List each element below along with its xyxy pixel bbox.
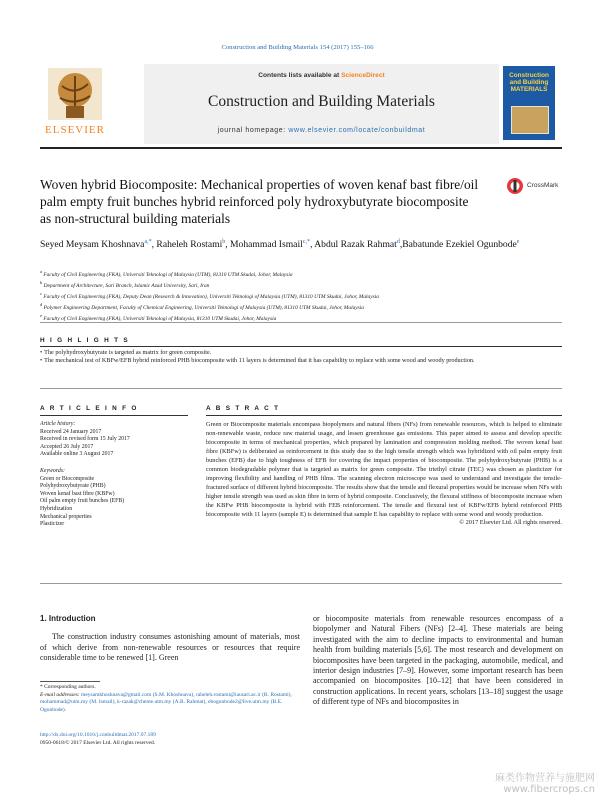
site-watermark: 麻类作物营养与施肥网 www.fibercrops.cn xyxy=(495,773,595,795)
highlights-rule-top xyxy=(40,346,562,347)
keyword-item: Green or Biocomposite xyxy=(40,475,95,482)
affiliation-item xyxy=(40,279,560,290)
keyword-item: Hybridization xyxy=(40,505,73,512)
journal-name: Construction and Building Materials xyxy=(208,93,435,110)
keyword-item: Oil palm empty fruit bunches (EFB) xyxy=(40,498,125,505)
journal-cover xyxy=(503,66,555,140)
affiliation-text: Polymer Engineering Department, Faculty of Chemical Engineering, Universiti Teknologi of Malaysia (UTM), 81310 UTM Skudai, Johor, Malaysia xyxy=(43,305,364,312)
keyword-item: Plasticizer xyxy=(40,521,65,528)
keyword-item: Mechanical properties xyxy=(40,513,92,520)
front-matter-rule xyxy=(40,583,562,584)
history-item: Received in revised form 15 July 2017 xyxy=(40,436,130,443)
homepage-link[interactable]: www.elsevier.com/locate/conbuildmat xyxy=(288,127,426,134)
author-separator: , xyxy=(225,239,231,251)
highlight-item: • The polyhydroxybutyrate is targeted as matrix for green composite. xyxy=(46,349,560,357)
author-affiliation-marker[interactable]: c,* xyxy=(302,239,310,245)
author-name[interactable]: Seyed Meysam Khoshnava xyxy=(40,239,145,251)
crossmark-label: CrossMark xyxy=(527,182,559,189)
intro-column-right xyxy=(313,614,563,708)
affiliation-marker: e xyxy=(40,313,42,319)
intro-paragraph-continued: or biocomposite materials from renewable resources encompass of a biopolymer and Natural Fibers (NFs) [2–4]. These materials are being investigated with the aim to decline impacts to environmental and human health from building materials [5,6]. The most research and development on biocomposites have been targeted in the packaging, automobile, medical, and interior design industries [7–9]. However, some important research has been accompanied on biocomposites [10–12] that have been considered in construction applications. In recent years, scholars [13–18] suggest the usage of different type of NFs and biocomposites in xyxy=(313,614,563,707)
affiliation-item xyxy=(40,290,560,301)
affiliation-item xyxy=(40,268,560,279)
abstract-text: Green or Biocomposite materials encompass biopolymers and natural fibers (NFs) from renewable resources, which is helped to eliminate non-renewable waste, reduce raw material usage, and lessen greenhouse gas emissions. This paper aimed to assess and develop specific biocomposite in terms of mechanical properties, which prepared by lamination and compression molding method. The woven kenaf bast fibre (KBFw) is deliberated as reinforcement in this study due to the high tensile strength which was hybridized with oil palm empty fruit bunches (EFB) due to high toughness of EFB for covering the impact properties of biocomposite. The polyhydroxybutyrate (PHB) is a common biodegradable polymer that is targeted as matrix for green composite. The triethyl citrate (TEC) was chosen as plasticizer for improving flexibility and handling of PHB films. The scanning electron microscope was used to understand and investigate the tensile-fractured surface of different hybrid biocomposite. The results show that the tensile and flexural properties would be increase when NFs with higher tensile strength was used as skin fibre in term of hybrid composite. Conclusively, the flexural stiffness of biocomposite increase when the KBFw PHB biocomposite is hybrid with FEB reinforcement. The tensile and flexural test of KBFw/EFB hybrid reinforced PHB biocomposite with 11 layers (sample E) is determined that sample E has capability to replace with some wood and woody production. xyxy=(206,421,562,518)
keywords-label: Keywords: xyxy=(40,467,65,474)
author-list xyxy=(40,236,560,251)
affiliation-item xyxy=(40,301,560,312)
doi-block xyxy=(40,732,300,747)
author-affiliation-marker[interactable]: d xyxy=(396,239,400,245)
corresponding-note: * Corresponding authors. xyxy=(40,684,96,690)
author-separator: , xyxy=(399,239,403,251)
cover-image xyxy=(511,106,549,134)
crossmark-badge[interactable] xyxy=(506,177,570,195)
history-item: Accepted 26 July 2017 xyxy=(40,443,94,450)
footnote-rule xyxy=(40,681,100,682)
history-item: Available online 3 August 2017 xyxy=(40,451,114,458)
abstract-copyright: © 2017 Elsevier Ltd. All rights reserved. xyxy=(459,519,562,527)
emails-label: E-mail addresses: xyxy=(40,691,80,698)
journal-homepage xyxy=(144,127,499,134)
article-info xyxy=(40,421,188,529)
affiliation-marker: a xyxy=(40,269,42,274)
affiliation-text: Faculty of Civil Engineering (FKA), Universiti Teknologi of Malaysia (UTM), 81310 UTM Skudai, Johor, Malaysia xyxy=(43,271,293,278)
journal-citation[interactable]: Construction and Building Materials 154 (2017) 155–166 xyxy=(221,44,374,51)
affiliation-marker: d xyxy=(40,302,43,308)
crossmark-icon xyxy=(506,177,524,195)
header-rule xyxy=(40,147,562,149)
author-name[interactable]: Abdul Razak Rahmat xyxy=(314,239,397,251)
author-name[interactable]: Mohammad Ismail xyxy=(230,239,303,251)
abstract-body xyxy=(206,421,562,528)
author-separator: , xyxy=(151,239,157,251)
intro-heading: 1. Introduction xyxy=(40,614,96,623)
elsevier-logo xyxy=(40,66,110,142)
author-affiliation-marker[interactable]: e xyxy=(516,239,520,245)
author-name[interactable]: Raheleh Rostami xyxy=(156,239,223,251)
highlights-list xyxy=(40,349,560,366)
author-separator: , xyxy=(309,239,315,251)
contents-prefix: Contents lists available at xyxy=(258,72,342,79)
elsevier-wordmark: ELSEVIER xyxy=(45,124,105,136)
contents-line xyxy=(144,72,499,79)
article-title: Woven hybrid Biocomposite: Mechanical properties of woven kenaf bast fibre/oil palm empty fruit bunches hybrid reinforced poly hydroxybutyrate biocomposite as non-structural building materials xyxy=(40,177,479,226)
author-affiliation-marker[interactable]: b xyxy=(222,239,226,245)
author-affiliation-marker[interactable]: a,* xyxy=(144,239,152,245)
emails-list[interactable]: meysamkhoshnava@gmail.com (S.M. Khoshnava), raheleh.rostami@iausari.ac.ir (R. Rostami), mohammad@utm.my (M. Ismail), k-razak@cheme.utm.my (A.R. Rahmat), ebogunbode2@live.utm.my (B.E. Ogunbode). xyxy=(40,691,292,713)
cover-title: Construction and Building MATERIALS xyxy=(509,72,549,93)
intro-column-left xyxy=(40,614,300,664)
footnote xyxy=(40,684,300,714)
author-name[interactable]: Babatunde Ezekiel Ogunbode xyxy=(402,239,517,251)
history-item: Received 24 January 2017 xyxy=(40,428,102,435)
affiliations xyxy=(40,268,560,323)
affiliation-marker: b xyxy=(40,280,43,286)
highlight-item: • The mechanical test of KBFw/EFB hybrid reinforced PHB biocomposite with 11 layers is determined that it has capability to replace with some wood and woody production. xyxy=(46,357,560,365)
abstract-heading: A B S T R A C T xyxy=(206,405,280,412)
article-info-rule xyxy=(40,415,188,416)
doi-link[interactable]: http://dx.doi.org/10.1016/j.conbuildmat.2017.07.189 xyxy=(40,732,156,738)
intro-paragraph: The construction industry consumes astonishing amount of materials, most of which derive from non-renewable resources or resources that require considerable time to be renewed [1]. Green xyxy=(40,632,300,663)
highlights-rule-bottom xyxy=(40,388,562,389)
keyword-item: Woven kenaf bast fibre (KBFw) xyxy=(40,490,115,497)
affiliation-text: Faculty of Civil Engineering (FKA), Universiti Teknologi of Malaysia, 81310 UTM Skudai, Johor, Malaysia xyxy=(43,316,277,323)
affiliation-text: Faculty of Civil Engineering (FKA), Deputy Dean (Research & Innovation), Universiti Teknologi of Malaysia (UTM), 81310 UTM Skudai, Johor, Malaysia xyxy=(43,293,379,300)
affiliation-marker: c xyxy=(40,291,42,297)
highlights-heading: H I G H L I G H T S xyxy=(40,337,130,344)
keyword-item: Polyhydroxybutyrate (PHB) xyxy=(40,483,106,490)
affiliation-text: Department of Architecture, Sari Branch, Islamic Azad University, Sari, Iran xyxy=(43,282,210,289)
history-label: Article history: xyxy=(40,421,76,427)
sciencedirect-link[interactable]: ScienceDirect xyxy=(341,72,385,79)
affiliation-rule xyxy=(40,322,562,323)
article-info-heading: A R T I C L E I N F O xyxy=(40,405,139,412)
abstract-rule xyxy=(206,415,562,416)
issn-line: 0950-0618/© 2017 Elsevier Ltd. All rights reserved. xyxy=(40,739,156,746)
homepage-prefix: journal homepage: xyxy=(217,127,289,134)
